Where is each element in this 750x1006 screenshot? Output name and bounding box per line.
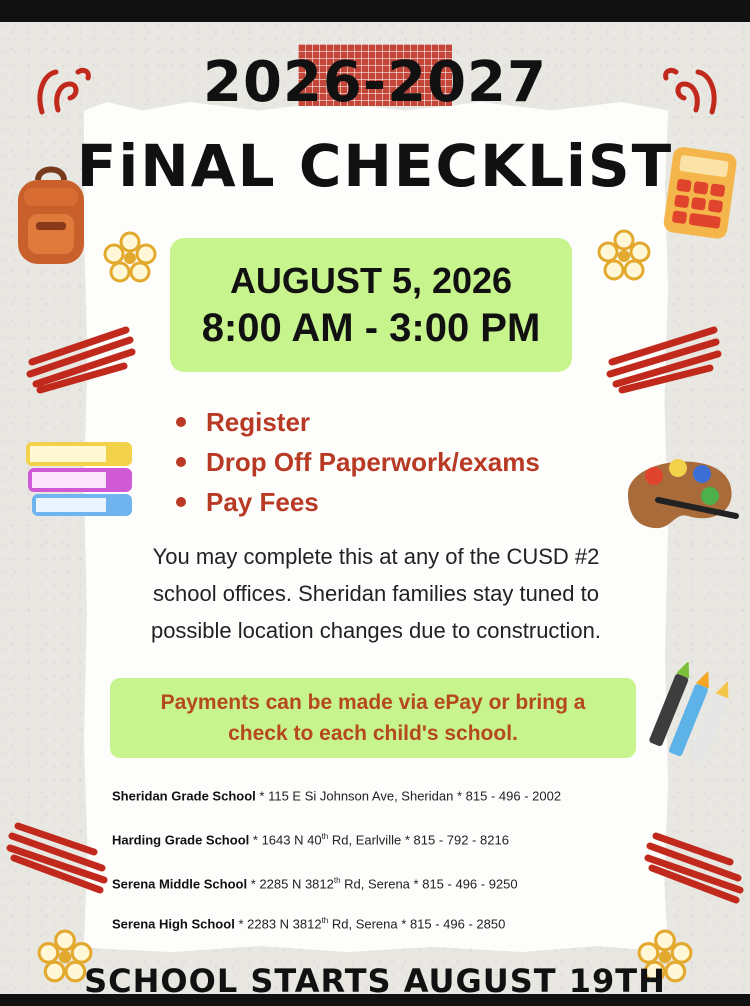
- scribble-icon: [26, 322, 136, 394]
- title-year: 2026-2027: [203, 50, 547, 115]
- flower-icon: [596, 228, 652, 284]
- school-name: Serena Middle School: [112, 876, 248, 892]
- school-address-rest: Rd, Earlville: [328, 832, 402, 848]
- task-label: Drop Off Paperwork/exams: [206, 447, 540, 477]
- school-phone: 815 - 496 - 2850: [409, 916, 506, 932]
- crayons-icon: [648, 662, 736, 766]
- task-label: Register: [206, 407, 311, 437]
- title-main: FiNAL CHECKLiST: [76, 132, 674, 200]
- address-suffix: th: [321, 832, 329, 841]
- separator: *: [456, 788, 463, 804]
- separator: *: [404, 832, 410, 848]
- separator: *: [259, 788, 265, 804]
- separator: *: [250, 876, 256, 892]
- separator: *: [413, 876, 419, 892]
- school-name: Harding Grade School: [112, 832, 250, 848]
- info-line: possible location changes due to construction.: [150, 618, 602, 643]
- paper-sheet: [84, 102, 668, 952]
- flower-icon: [102, 230, 158, 286]
- bullet-icon: [176, 497, 186, 507]
- event-date: AUGUST 5, 2026: [229, 260, 513, 301]
- scribble-icon: [644, 822, 746, 906]
- school-row: [112, 916, 505, 931]
- separator: *: [401, 916, 407, 932]
- payment-box: [110, 678, 636, 758]
- school-address-rest: Rd, Serena: [328, 916, 398, 932]
- books-icon: [22, 426, 140, 534]
- school-row: [112, 876, 518, 891]
- footer-banner: SCHOOL STARTS AUGUST 19TH: [84, 962, 666, 994]
- task-label: Pay Fees: [206, 487, 319, 517]
- paint-palette-icon: [618, 444, 742, 538]
- payment-line: check to each child's school.: [228, 722, 518, 745]
- date-time-box: [170, 238, 572, 372]
- school-name: Serena High School: [112, 916, 235, 932]
- list-item: [176, 402, 540, 442]
- school-address: 115 E Si Johnson Ave, Sheridan: [268, 788, 454, 804]
- list-item: [176, 442, 540, 482]
- school-address: 2285 N 3812: [259, 876, 334, 892]
- payment-line: Payments can be made via ePay or bring a: [160, 691, 586, 714]
- info-line: school offices. Sheridan families stay tuned to: [153, 581, 599, 606]
- task-list: [176, 402, 540, 522]
- school-address: 2283 N 3812: [247, 916, 322, 932]
- list-item: [176, 482, 540, 522]
- flyer-poster: [0, 22, 750, 994]
- scribble-icon: [606, 322, 722, 394]
- school-phone: 815 - 792 - 8216: [413, 832, 509, 848]
- bullet-icon: [176, 457, 186, 467]
- school-address: 1643 N 40: [261, 832, 322, 848]
- info-paragraph: [96, 538, 656, 649]
- address-suffix: th: [321, 916, 329, 925]
- school-phone: 815 - 496 - 2002: [465, 788, 562, 804]
- event-time: 8:00 AM - 3:00 PM: [201, 306, 541, 350]
- school-row: [112, 788, 561, 803]
- school-name: Sheridan Grade School: [112, 788, 256, 804]
- separator: *: [238, 916, 244, 932]
- bullet-icon: [176, 417, 186, 427]
- school-row: [112, 832, 509, 847]
- info-line: You may complete this at any of the CUSD #2: [152, 544, 600, 569]
- school-phone: 815 - 496 - 9250: [422, 876, 518, 892]
- separator: *: [252, 832, 258, 848]
- school-address-rest: Rd, Serena: [340, 876, 410, 892]
- scribble-icon: [6, 812, 110, 896]
- address-suffix: th: [333, 876, 341, 885]
